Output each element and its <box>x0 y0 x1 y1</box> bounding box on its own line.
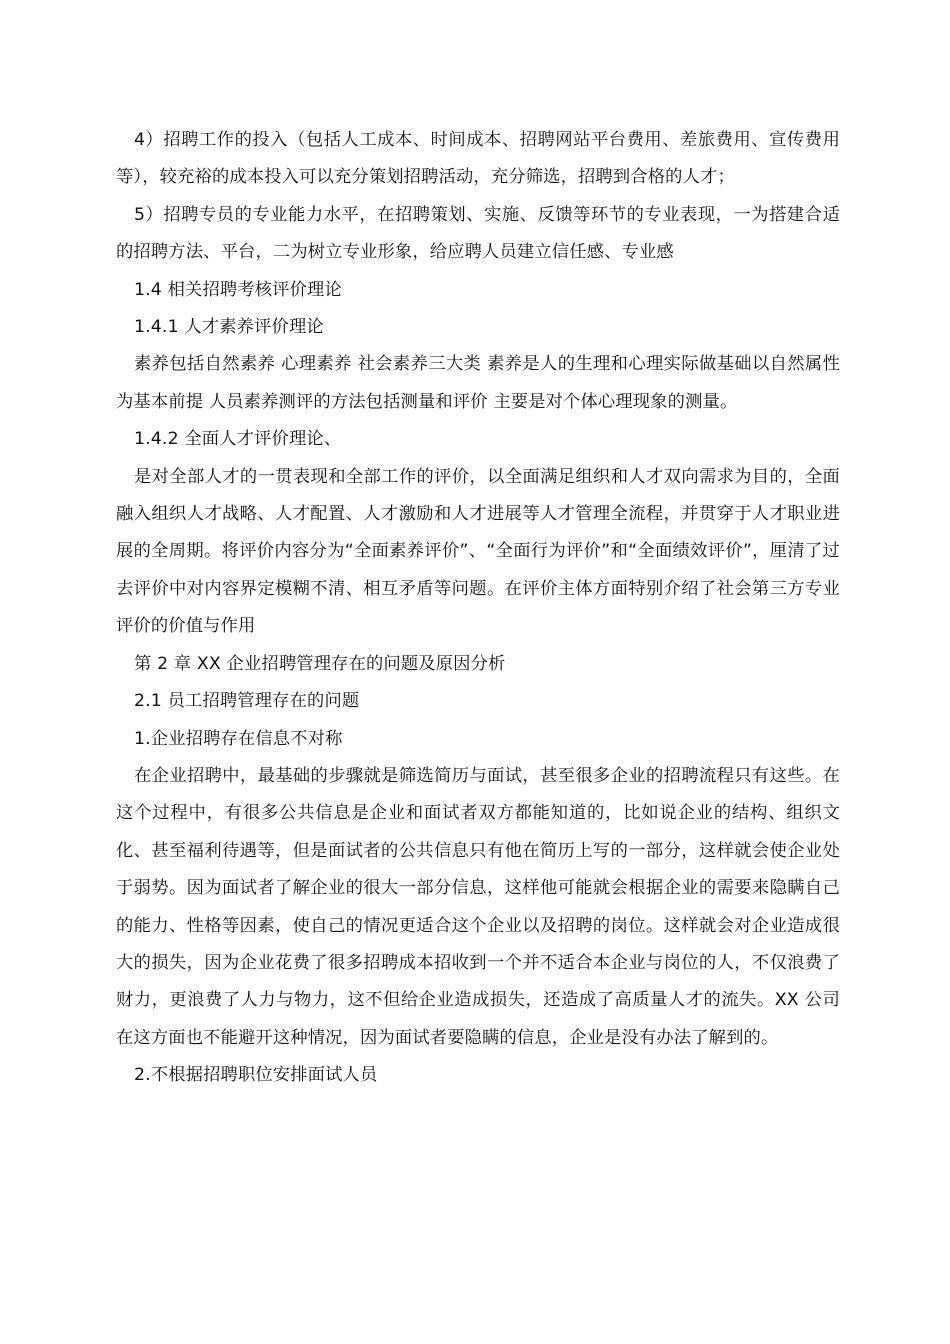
section-heading-2-1: 2.1 员工招聘管理存在的问题 <box>134 691 360 712</box>
paragraph-comprehensive-evaluation: 是对全部人才的一贯表现和全部工作的评价，以全面满足组织和人才双向需求为目的，全面融入组织人才战略、人才配置、人才激励和人才进展等人才管理全流程，并贯穿于人才职业进展的全周期。将评价内容分为“全面素养评价”、“全面行为评价”和“全面绩效评价”，厘清了过去评价中对内容界定模糊不清、相互矛盾等问题。在评价主体方面特别介绍了社会第三方专业评价的价值与作用 <box>116 466 840 637</box>
section-heading-1-4-1: 1.4.1 人才素养评价理论 <box>134 317 324 338</box>
item-heading-2: 2.不根据招聘职位安排面试人员 <box>134 1065 378 1086</box>
paragraph-quality-evaluation: 素养包括自然素养 心理素养 社会素养三大类 素养是人的生理和心理实际做基础以自然属性为基本前提 人员素养测评的方法包括测量和评价 主要是对个体心理现象的测量。 <box>116 354 840 412</box>
section-heading-1-4-2: 1.4.2 全面人才评价理论、 <box>134 429 342 450</box>
section-heading-1-4: 1.4 相关招聘考核评价理论 <box>134 279 342 300</box>
chapter-heading-2: 第 2 章 XX 企业招聘管理存在的问题及原因分析 <box>134 653 506 674</box>
paragraph-information-asymmetry: 在企业招聘中，最基础的步骤就是筛选简历与面试，甚至很多企业的招聘流程只有这些。在这个过程中，有很多公共信息是企业和面试者双方都能知道的，比如说企业的结构、组织文化、甚至福利待遇等，但是面试者的公共信息只有他在简历上写的一部分，这样就会使企业处于弱势。因为面试者了解企业的很大一部分信息，这样他可能就会根据企业的需要来隐瞒自己的能力、性格等因素，使自己的情况更适合这个企业以及招聘的岗位。这样就会对企业造成很大的损失，因为企业花费了很多招聘成本招收到一个并不适合本企业与岗位的人，不仅浪费了财力，更浪费了人力与物力，这不但给企业造成损失，还造成了高质量人才的流失。XX 公司在这方面也不能避开这种情况，因为面试者要隐瞒的信息，企业是没有办法了解到的。 <box>116 765 840 1048</box>
document-body <box>116 122 840 1095</box>
paragraph-recruitment-specialist: 5）招聘专员的专业能力水平，在招聘策划、实施、反馈等环节的专业表现，一为搭建合适的招聘方法、平台，二为树立专业形象，给应聘人员建立信任感、专业感 <box>116 204 840 263</box>
paragraph-recruitment-investment: 4）招聘工作的投入（包括人工成本、时间成本、招聘网站平台费用、差旅费用、宣传费用等），较充裕的成本投入可以充分策划招聘活动，充分筛选，招聘到合格的人才； <box>116 130 840 188</box>
item-heading-1: 1.企业招聘存在信息不对称 <box>134 728 343 749</box>
